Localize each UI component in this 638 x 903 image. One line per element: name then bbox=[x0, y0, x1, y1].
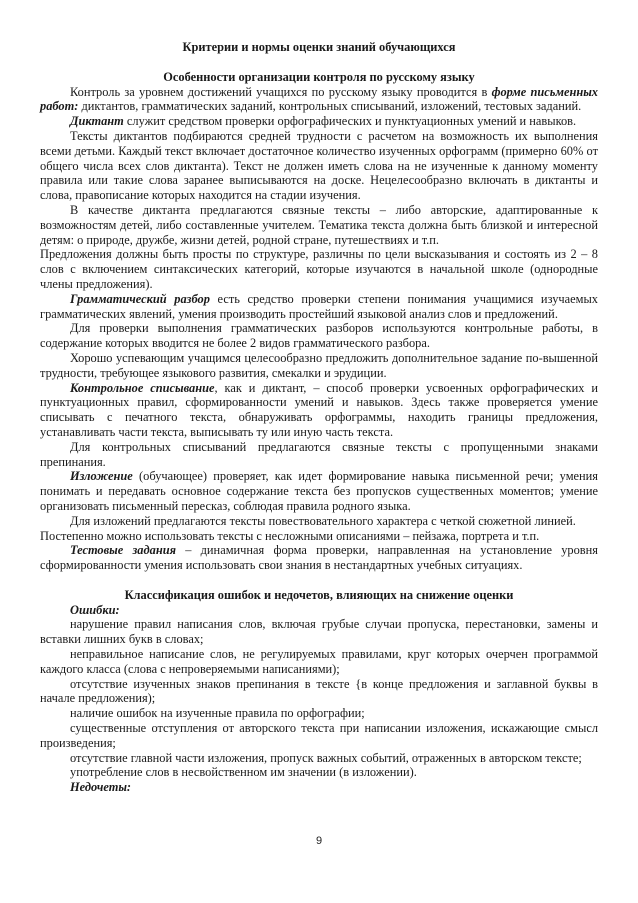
list-item: существенные отступления от авторского текста при написании изложения, искажающие смысл произведения; bbox=[40, 721, 598, 750]
term-dictation: Диктант bbox=[70, 114, 124, 129]
term-control-copying: Контрольное списывание bbox=[70, 380, 215, 395]
paragraph-descriptions: Постепенно можно использовать тексты с несложными описаниями – пейзажа, портрета и т.п. bbox=[40, 528, 540, 543]
paragraph-extra-task: Хорошо успевающим учащимся целесообразно предложить дополнительное задание по-вышенной трудности, требующее языкового развития, смекалки и эрудиции. bbox=[40, 350, 598, 380]
errors-list bbox=[40, 617, 598, 780]
paragraph-text: (обучающее) проверяет, как идет формирование навыка письменной речи; умения понимать и передавать основное содержание текста без пропусков существенных моментов; умение организовать письменный пересказ, соблюдая правила родного языка. bbox=[40, 469, 598, 513]
paragraph-text: есть средство проверки степени понимания учащимися изучаемых грамматических явлений, умения производить простейший языковой анализ слов и предложений. bbox=[40, 291, 598, 321]
paragraph-copying bbox=[40, 381, 598, 440]
errors-heading: Ошибки: bbox=[70, 602, 120, 617]
paragraph-text: служит средством проверки орфографических и пунктуационных умений и навыков. bbox=[123, 114, 577, 129]
term-grammar-analysis: Грамматический разбор bbox=[70, 291, 210, 306]
paragraph-control-forms bbox=[40, 85, 598, 115]
list-item: отсутствие изученных знаков препинания в тексте {в конце предложения и заглавной буквы в начале предложения); bbox=[40, 676, 598, 706]
section-title-control: Особенности организации контроля по русскому языку bbox=[163, 69, 475, 84]
term-exposition: Изложение bbox=[70, 469, 133, 484]
paragraph-text: Контроль за уровнем достижений учащихся по русскому языку проводится в bbox=[70, 84, 492, 99]
paragraph-dictation-topics: В качестве диктанта предлагаются связные тексты – либо авторские, адаптированные к возможностям детей, либо составленные учителем. Тематика текста должна быть близкой и интересной детям: о природе, дружбе, жизни детей, родной стране, путешествиях и т.п. bbox=[40, 202, 598, 247]
page-number: 9 bbox=[315, 835, 323, 847]
list-item: нарушение правил написания слов, включая грубые случаи пропуска, перестановки, замены и вставки лишних букв в словах; bbox=[40, 617, 598, 647]
section-title-errors: Классификация ошибок и недочетов, влияющих на снижение оценки bbox=[124, 587, 514, 602]
shortcomings-heading: Недочеты: bbox=[70, 780, 132, 795]
paragraph-dictation-texts: Тексты диктантов подбираются средней трудности с расчетом на возможность их выполнения всеми детьми. Каждый текст включает достаточное количество изученных орфограмм (примерно 60% от общего числа всех слов диктанта). Текст не должен иметь слова на не изученные к данному моменту правила или такие слова заранее выписываются на доске. Нецелесообразно включать в диктанты и слова, правописание которых находится на стадии изучения. bbox=[40, 128, 598, 203]
paragraph-text: диктантов, грамматических заданий, контрольных списываний, изложений, тестовых заданий. bbox=[78, 99, 582, 114]
page-title: Критерии и нормы оценки знаний обучающихся bbox=[182, 40, 456, 54]
list-item: отсутствие главной части изложения, пропуск важных событий, отраженных в авторском тексте; bbox=[70, 750, 582, 765]
paragraph-text: , как и диктант, – способ проверки усвоенных орфографических и пунктуационных правил, сформированности умений и навыков. Здесь также проверяется умение списывать с печатного текста, обнаруживать орфограммы, находить границы предложения, устанавливать части текста, выписывать ту или иную часть текста. bbox=[40, 380, 598, 439]
paragraph-dictation bbox=[40, 114, 598, 129]
list-item: наличие ошибок на изученные правила по орфографии; bbox=[70, 706, 365, 721]
paragraph-exposition bbox=[40, 469, 598, 513]
paragraph-sentences: Предложения должны быть просты по структуре, различны по цели высказывания и состоять из 2 – 8 слов с включением синтаксических категорий, которые изучаются в начальной школе (однородные члены предложения). bbox=[40, 247, 598, 291]
paragraph-tests bbox=[40, 543, 598, 573]
paragraph-exposition-texts: Для изложений предлагаются тексты повествовательного характера с четкой сюжетной линией. bbox=[70, 513, 576, 528]
term-test-tasks: Тестовые задания bbox=[70, 543, 176, 558]
term-written-works: форме письменных работ: bbox=[40, 84, 598, 114]
paragraph-grammar-check: Для проверки выполнения грамматических разборов используются контрольные работы, в содержание которых вводится не более 2 видов грамматического разбора. bbox=[40, 321, 598, 351]
paragraph-text: – динамичная форма проверки, направленная на установление уровня сформированности умения использовать свои знания в нестандартных учебных ситуациях. bbox=[40, 543, 598, 573]
paragraph-grammar-analysis bbox=[40, 292, 598, 322]
list-item: неправильное написание слов, не регулируемых правилами, круг которых очерчен программой каждого класса (слова с непроверяемыми написаниями); bbox=[40, 647, 598, 676]
paragraph-copying-texts: Для контрольных списываний предлагаются связные тексты с пропущенными знаками препинания. bbox=[40, 439, 598, 469]
list-item: употребление слов в несвойственном им значении (в изложении). bbox=[70, 765, 417, 780]
